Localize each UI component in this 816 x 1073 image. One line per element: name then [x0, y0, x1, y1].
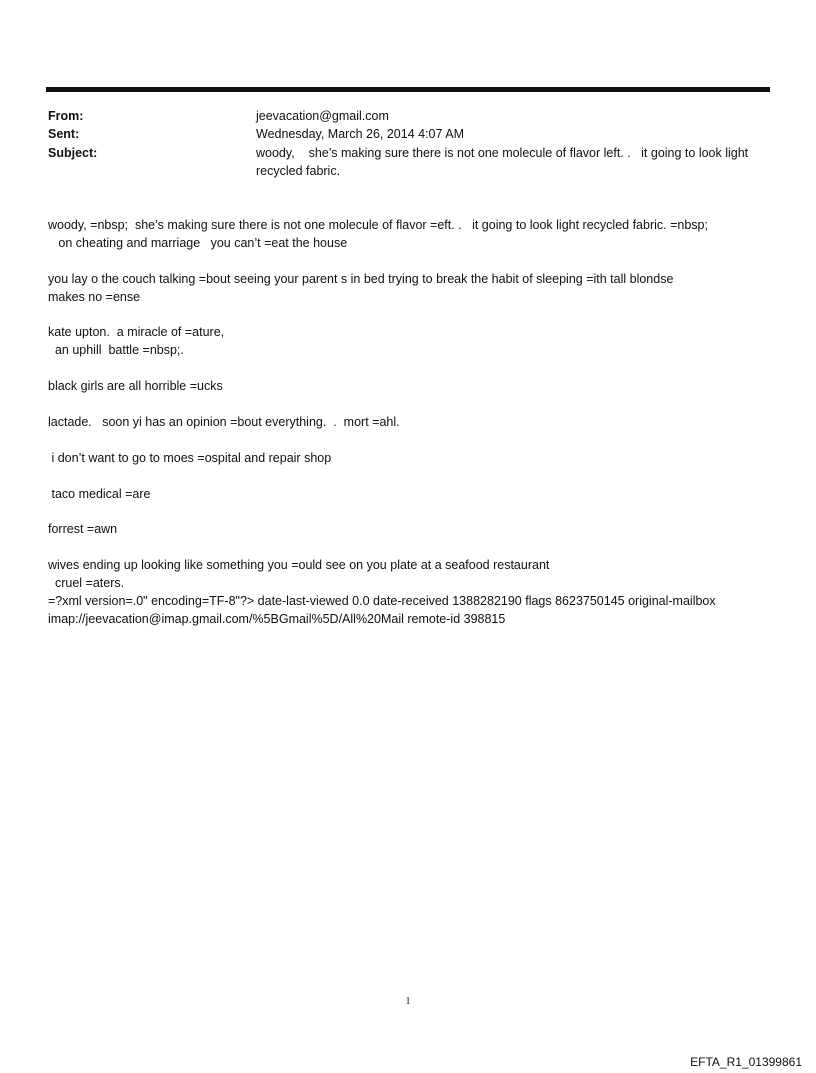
- document-id: EFTA_R1_01399861: [690, 1055, 802, 1069]
- body-paragraph-2: you lay o the couch talking =bout seeing your parent s in bed trying to break the habit of sleeping =ith tall blondse makes no =ense: [48, 272, 674, 304]
- sent-value: Wednesday, March 26, 2014 4:07 AM: [256, 127, 464, 141]
- body-paragraph-6: i don’t want to go to moes =ospital and repair shop: [48, 451, 332, 465]
- from-value: jeevacation@gmail.com: [256, 109, 389, 123]
- body-paragraph-7: taco medical =are: [48, 487, 151, 501]
- body-paragraph-1: woody, =nbsp; she’s making sure there is not one molecule of flavor =eft. . it going to look light recycled fabric. =nbsp; on cheating and marriage you can’t =eat the house: [48, 218, 708, 250]
- sent-label: Sent:: [48, 127, 80, 141]
- from-label: From:: [48, 109, 84, 123]
- body-paragraph-9: wives ending up looking like something you =ould see on you plate at a seafood restaurant cruel =aters. =?xml version=.0" encoding=TF-8"?> date-last-viewed 0.0 date-received 1388282190 flags 8623750145 original-mailbox imap://jeevacation@imap.gmail.com/%5BGmail%5D/All%20Mail remote-id 398815: [48, 558, 716, 626]
- body-paragraph-3: kate upton. a miracle of =ature, an uphill battle =nbsp;.: [48, 325, 225, 357]
- header-divider-rule: [46, 87, 770, 92]
- body-paragraph-5: lactade. soon yi has an opinion =bout everything. . mort =ahl.: [48, 415, 400, 429]
- subject-value: woody, she’s making sure there is not one molecule of flavor left. . it going to look light recycled fabric.: [256, 146, 752, 178]
- body-paragraph-8: forrest =awn: [48, 522, 118, 536]
- body-paragraph-4: black girls are all horrible =ucks: [48, 379, 223, 393]
- subject-label: Subject:: [48, 146, 98, 160]
- page-number: 1: [405, 996, 411, 1007]
